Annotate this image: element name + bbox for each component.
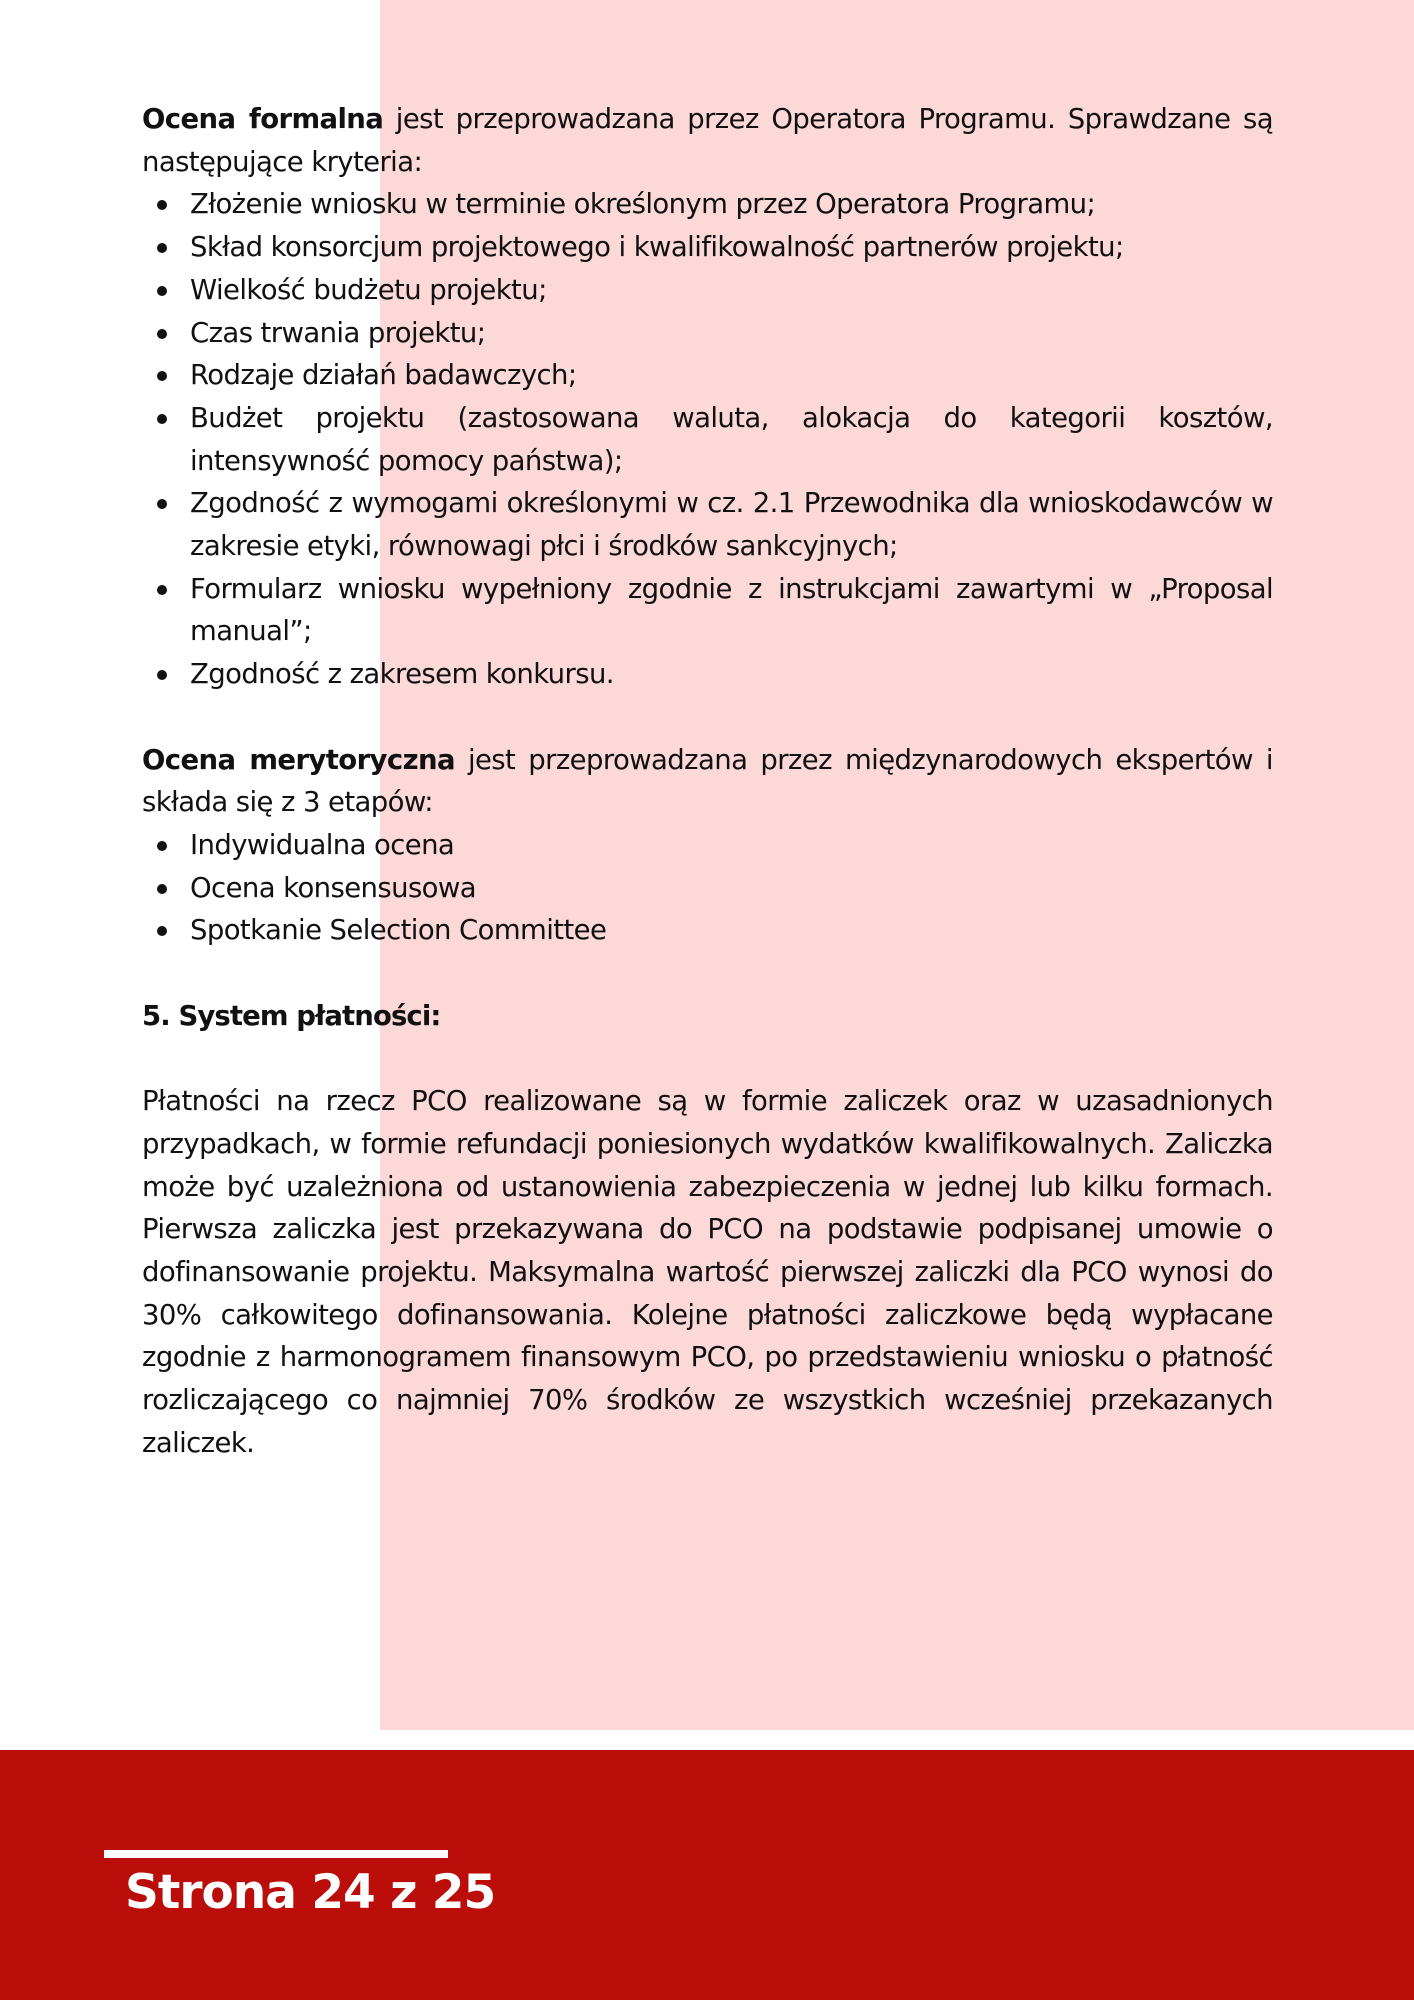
list-item: Czas trwania projektu;: [142, 312, 1273, 355]
merit-assessment-text: jest przeprowadzana przez międzynarodowych ekspertów i składa się z 3 etapów:: [142, 743, 1273, 819]
formal-assessment-text: jest przeprowadzana przez Operatora Programu. Sprawdzane są następujące kryteria:: [142, 103, 1273, 178]
list-item: Złożenie wniosku w terminie określonym przez Operatora Programu;: [142, 183, 1273, 226]
list-item: Ocena konsensusowa: [142, 867, 1273, 910]
spacer: [142, 1037, 1273, 1080]
spacer: [142, 696, 1273, 739]
list-item: Formularz wniosku wypełniony zgodnie z instrukcjami zawartymi w „Proposal manual”;: [142, 568, 1273, 653]
section-heading: 5. System płatności:: [142, 999, 441, 1032]
spacer: [142, 952, 1273, 995]
formal-criteria-list: [142, 183, 1273, 695]
list-item: Zgodność z zakresem konkursu.: [142, 653, 1273, 696]
list-item: Budżet projektu (zastosowana waluta, alokacja do kategorii kosztów, intensywność pomocy państwa);: [142, 397, 1273, 482]
merit-assessment-intro: [142, 739, 1273, 824]
page-footer: [0, 1750, 1414, 2000]
list-item: Spotkanie Selection Committee: [142, 909, 1273, 952]
payments-paragraph: Płatności na rzecz PCO realizowane są w formie zaliczek oraz w uzasadnionych przypadkach, w formie refundacji poniesionych wydatków kwalifikowalnych. Zaliczka może być uzależniona od ustanowienia zabezpieczenia w jednej lub kilku formach. Pierwsza zaliczka jest przekazywana do PCO na podstawie podpisanej umowie o dofinansowanie projektu. Maksymalna wartość pierwszej zaliczki dla PCO wynosi do 30% całkowitego dofinansowania. Kolejne płatności zaliczkowe będą wypłacane zgodnie z harmonogramem finansowym PCO, po przedstawieniu wniosku o płatność rozliczającego co najmniej 70% środków ze wszystkich wcześniej przekazanych zaliczek.: [142, 1085, 1273, 1459]
list-item: Skład konsorcjum projektowego i kwalifikowalność partnerów projektu;: [142, 226, 1273, 269]
merit-stages-list: [142, 824, 1273, 952]
list-item: Indywidualna ocena: [142, 824, 1273, 867]
footer-divider: [104, 1850, 448, 1858]
formal-assessment-intro: [142, 98, 1273, 183]
document-body: [142, 98, 1273, 1464]
list-item: Rodzaje działań badawczych;: [142, 354, 1273, 397]
list-item: Zgodność z wymogami określonymi w cz. 2.1 Przewodnika dla wnioskodawców w zakresie etyki, równowagi płci i środków sankcyjnych;: [142, 482, 1273, 567]
formal-assessment-lead: Ocena formalna: [142, 103, 384, 135]
page-number: Strona 24 z 25: [125, 1865, 496, 1920]
merit-assessment-lead: Ocena merytoryczna: [142, 743, 455, 776]
list-item: Wielkość budżetu projektu;: [142, 269, 1273, 312]
